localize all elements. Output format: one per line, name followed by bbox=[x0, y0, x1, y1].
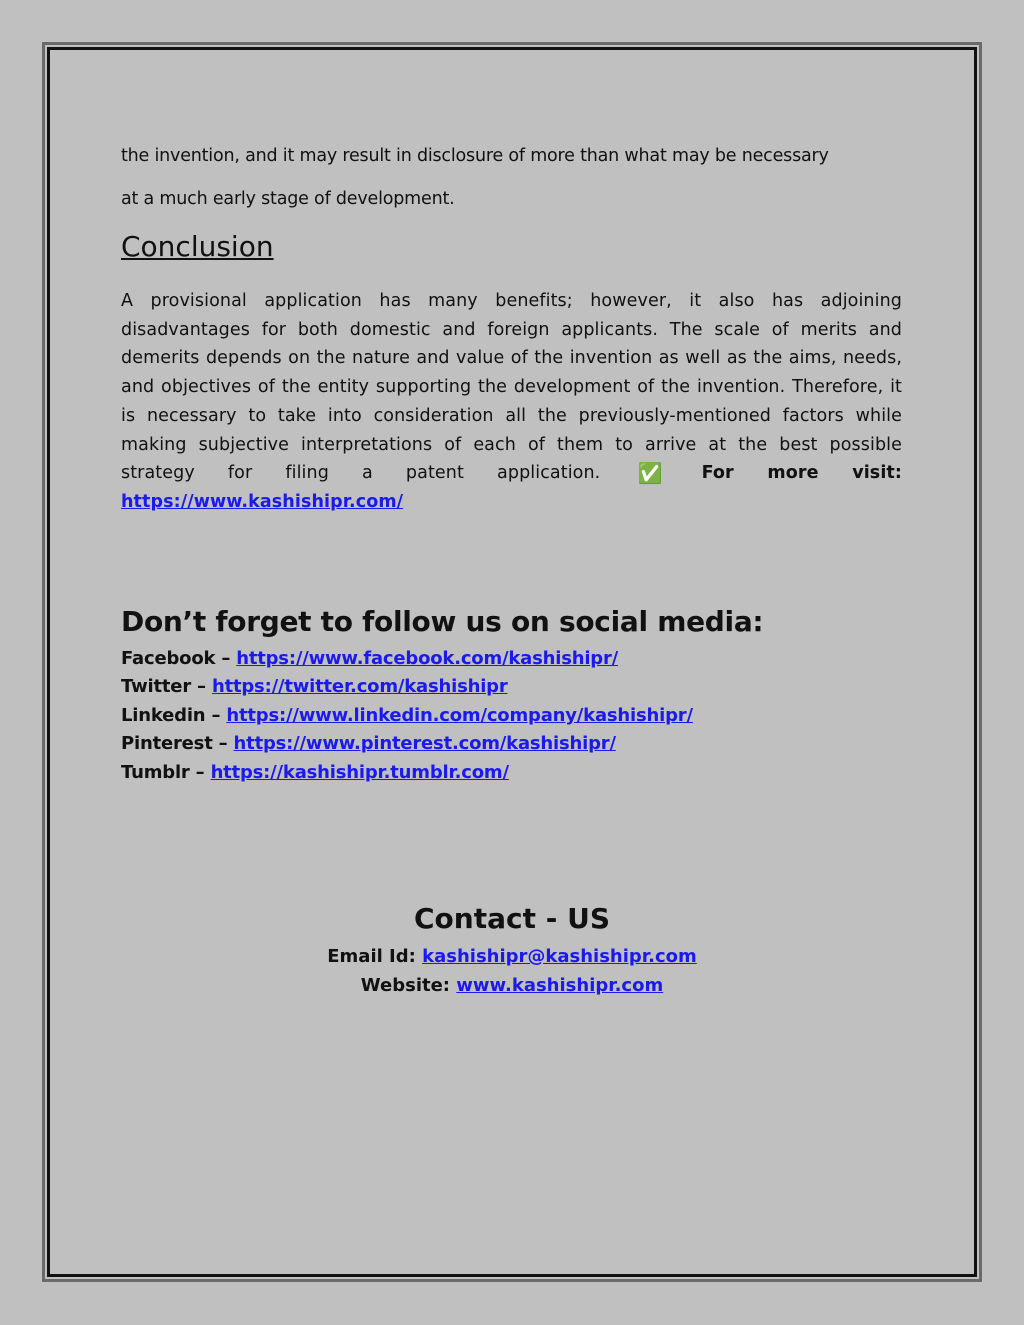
contact-section bbox=[0, 900, 1024, 1000]
social-label-linkedin: Linkedin – bbox=[121, 704, 221, 726]
tumblr-link[interactable]: https://kashishipr.tumblr.com/ bbox=[210, 762, 509, 783]
check-icon: ✅ bbox=[637, 461, 663, 486]
email-link[interactable]: kashishipr@kashishipr.com bbox=[422, 946, 697, 967]
contact-title: Contact - US bbox=[414, 902, 610, 935]
email-label: Email Id: bbox=[327, 946, 416, 967]
conclusion-heading: Conclusion bbox=[121, 230, 274, 263]
contact-website-link[interactable]: www.kashishipr.com bbox=[456, 975, 664, 996]
website-link[interactable]: https://www.kashishipr.com/ bbox=[121, 491, 404, 512]
social-media-title: Don’t forget to follow us on social media: bbox=[121, 604, 764, 638]
social-item-pinterest bbox=[121, 730, 902, 759]
social-label-twitter: Twitter – bbox=[121, 676, 206, 698]
social-item-facebook bbox=[121, 645, 902, 674]
social-label-tumblr: Tumblr – bbox=[121, 762, 205, 783]
facebook-link[interactable]: https://www.facebook.com/kashishipr/ bbox=[236, 647, 619, 669]
contact-website-row bbox=[0, 971, 1024, 1000]
twitter-link[interactable]: https://twitter.com/kashishipr bbox=[211, 676, 508, 698]
conclusion-paragraph bbox=[121, 287, 902, 517]
website-label: Website: bbox=[360, 975, 450, 996]
contact-email-row bbox=[0, 942, 1024, 971]
more-visit-label: For more visit: bbox=[701, 463, 902, 484]
linkedin-link[interactable]: https://www.linkedin.com/company/kashishipr/ bbox=[226, 704, 693, 726]
document-content bbox=[121, 135, 902, 788]
pinterest-link[interactable]: https://www.pinterest.com/kashishipr/ bbox=[233, 733, 616, 755]
intro-line-1: the invention, and it may result in disclosure of more than what may be necessary bbox=[121, 146, 829, 166]
social-label-pinterest: Pinterest – bbox=[121, 733, 228, 755]
social-label-facebook: Facebook – bbox=[121, 647, 231, 669]
conclusion-body: A provisional application has many benefits; however, it also has adjoining disadvantages for both domestic and foreign applicants. The scale of merits and demerits depends on the nature and value of the invention as well as the aims, needs, and objectives of the entity supporting the development of the invention. Therefore, it is necessary to take into consideration all the previously-mentioned factors while making subjective interpretations of each of them to arrive at the best possible strategy for filing a patent application. bbox=[121, 291, 902, 484]
social-item-tumblr bbox=[121, 759, 902, 788]
intro-line-2: at a much early stage of development. bbox=[121, 189, 455, 209]
social-item-linkedin bbox=[121, 702, 902, 731]
social-item-twitter bbox=[121, 673, 902, 702]
